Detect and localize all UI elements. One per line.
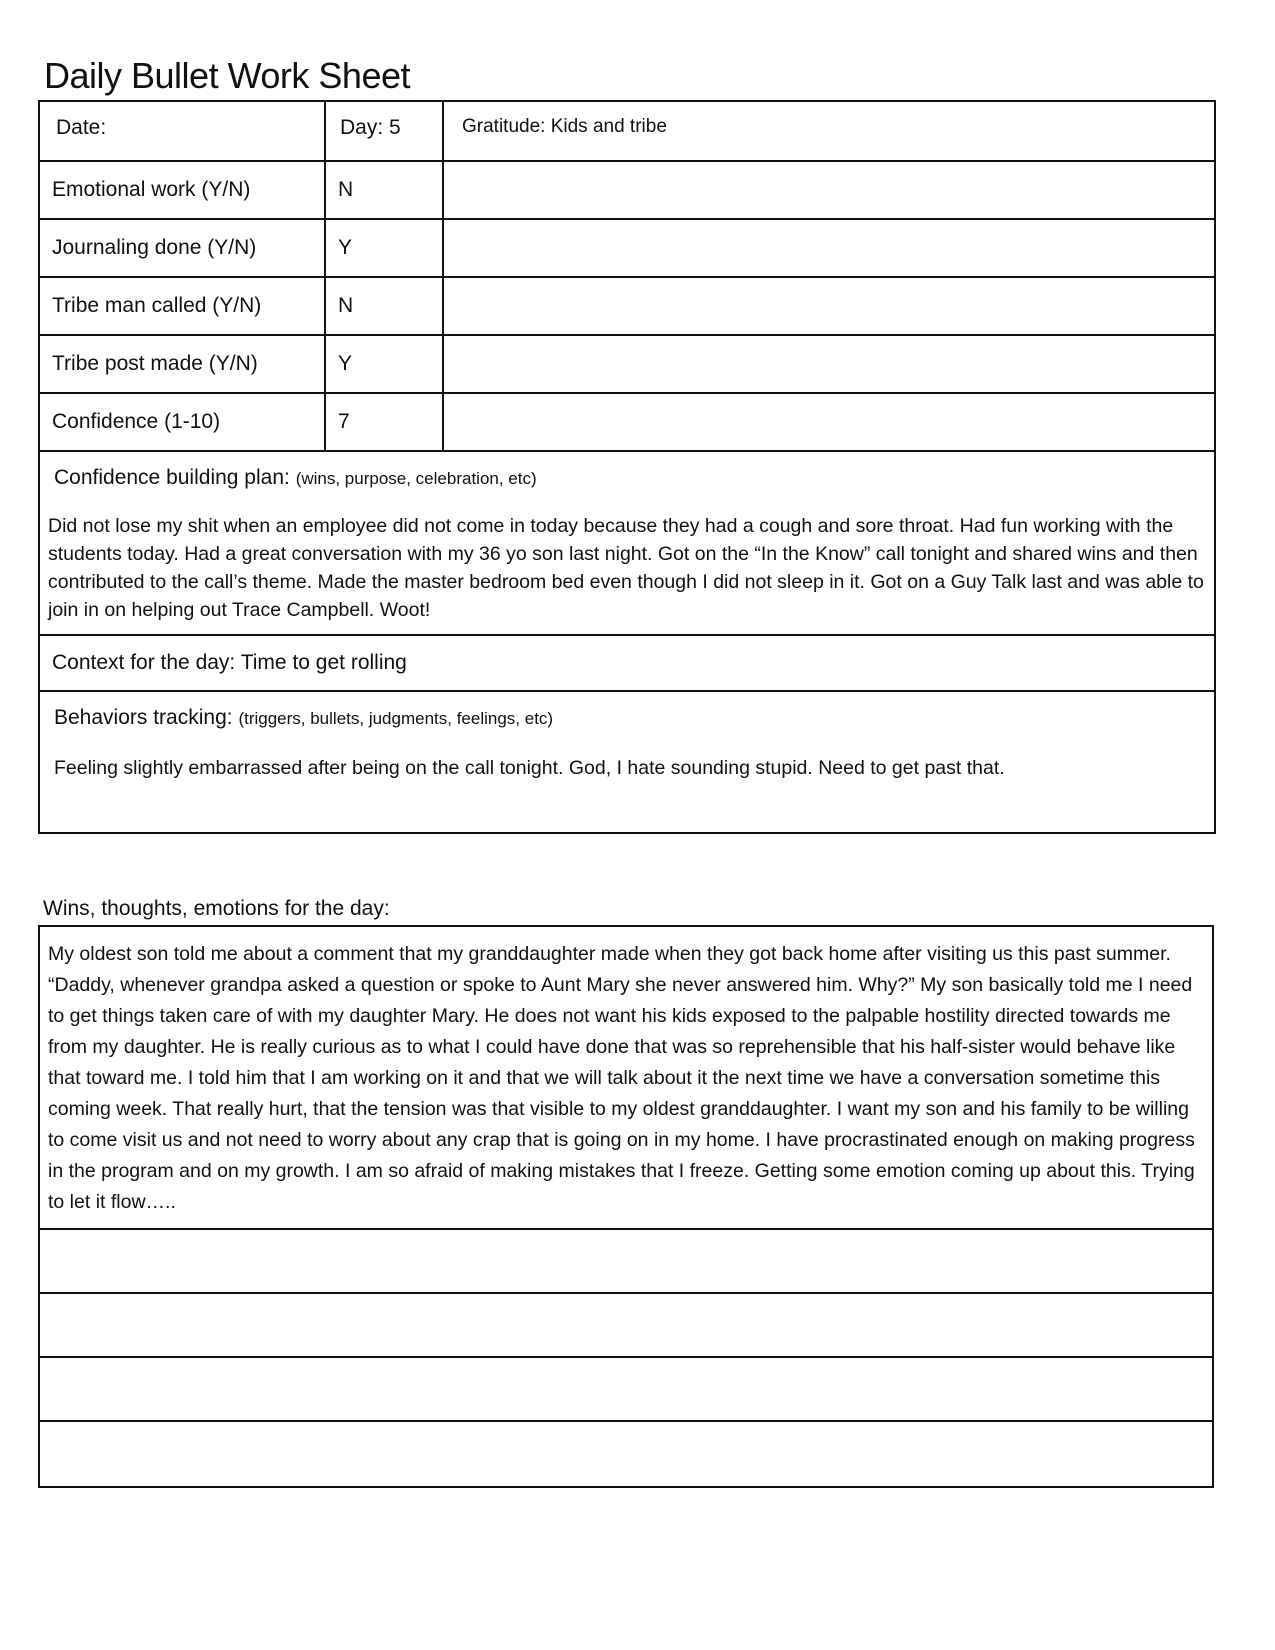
tracker-label: Tribe post made (Y/N) (40, 336, 326, 392)
wins-text[interactable]: My oldest son told me about a comment that my granddaughter made when they got back home after visiting us this past summer. “Daddy, whenever grandpa asked a question or spoke to Aunt Mary she never answered him. Why?” My son basically told me I need to get things taken care of with my daughter Mary. He does not want his kids exposed to the palpable hostility directed towards me from my daughter. He is really curious as to what I could have done that was so reprehensible that his half-sister would behave like that toward me. I told him that I am working on it and that we will talk about it the next time we have a conversation sometime this coming week. That really hurt, that the tension was that visible to my oldest granddaughter. I want my son and his family to be willing to come visit us and not need to worry about any crap that is going on in my home. I have procrastinated enough on making progress in the program and on my growth. I am so afraid of making mistakes that I freeze. Getting some emotion coming up about this. Trying to let it flow….. (40, 927, 1212, 1230)
tracker-label: Emotional work (Y/N) (40, 162, 326, 218)
tracker-label: Journaling done (Y/N) (40, 220, 326, 276)
worksheet-table (38, 100, 1216, 834)
wins-heading: Wins, thoughts, emotions for the day: (43, 897, 390, 920)
confidence-plan-text[interactable]: Did not lose my shit when an employee did not come in today because they had a cough and sore throat. Had fun working with the students today. Had a great conversation with my 36 yo son last night. Got on the “In the Know” call tonight and shared wins and then contributed to the call’s theme. Made the master bedroom bed even though I did not sleep in it. Got on a Guy Talk last and was able to join in on helping out Trace Campbell. Woot! (48, 515, 1204, 621)
tracker-row-emotional-work (40, 162, 1214, 220)
tracker-label: Confidence (1-10) (40, 394, 326, 450)
behaviors-hint: (triggers, bullets, judgments, feelings, etc) (238, 709, 554, 728)
blank-line[interactable] (40, 1230, 1212, 1294)
confidence-plan-section (40, 452, 1214, 636)
confidence-plan-block (40, 452, 1214, 634)
behaviors-text[interactable]: Feeling slightly embarrassed after being on the call tonight. God, I hate sounding stupid. Need to get past that. (54, 757, 1005, 779)
tracker-row-journaling (40, 220, 1214, 278)
tracker-notes[interactable] (444, 278, 1214, 334)
blank-line[interactable] (40, 1422, 1212, 1486)
tracker-row-tribe-post (40, 336, 1214, 394)
day-field[interactable]: Day: 5 (326, 102, 444, 160)
confidence-plan-label: Confidence building plan: (54, 466, 290, 489)
behaviors-label: Behaviors tracking: (54, 706, 233, 729)
tracker-notes[interactable] (444, 162, 1214, 218)
tracker-label: Tribe man called (Y/N) (40, 278, 326, 334)
context-section (40, 636, 1214, 692)
context-text[interactable]: Context for the day: Time to get rolling (52, 651, 407, 674)
wins-box (38, 925, 1214, 1488)
tracker-row-confidence (40, 394, 1214, 452)
tracker-value[interactable]: 7 (326, 394, 444, 450)
confidence-plan-heading (48, 466, 1206, 490)
tracker-value[interactable]: Y (326, 220, 444, 276)
behaviors-block (40, 692, 1019, 832)
behaviors-heading (54, 706, 1005, 730)
blank-line[interactable] (40, 1358, 1212, 1422)
confidence-plan-hint: (wins, purpose, celebration, etc) (295, 469, 537, 488)
tracker-notes[interactable] (444, 336, 1214, 392)
blank-line[interactable] (40, 1294, 1212, 1358)
tracker-notes[interactable] (444, 220, 1214, 276)
tracker-row-tribe-man-called (40, 278, 1214, 336)
tracker-notes[interactable] (444, 394, 1214, 450)
tracker-value[interactable]: N (326, 162, 444, 218)
behaviors-section (40, 692, 1214, 832)
header-row (40, 102, 1214, 162)
gratitude-field[interactable]: Gratitude: Kids and tribe (462, 116, 667, 137)
tracker-value[interactable]: Y (326, 336, 444, 392)
page-title: Daily Bullet Work Sheet (44, 55, 410, 96)
date-field[interactable]: Date: (40, 102, 326, 160)
tracker-value[interactable]: N (326, 278, 444, 334)
